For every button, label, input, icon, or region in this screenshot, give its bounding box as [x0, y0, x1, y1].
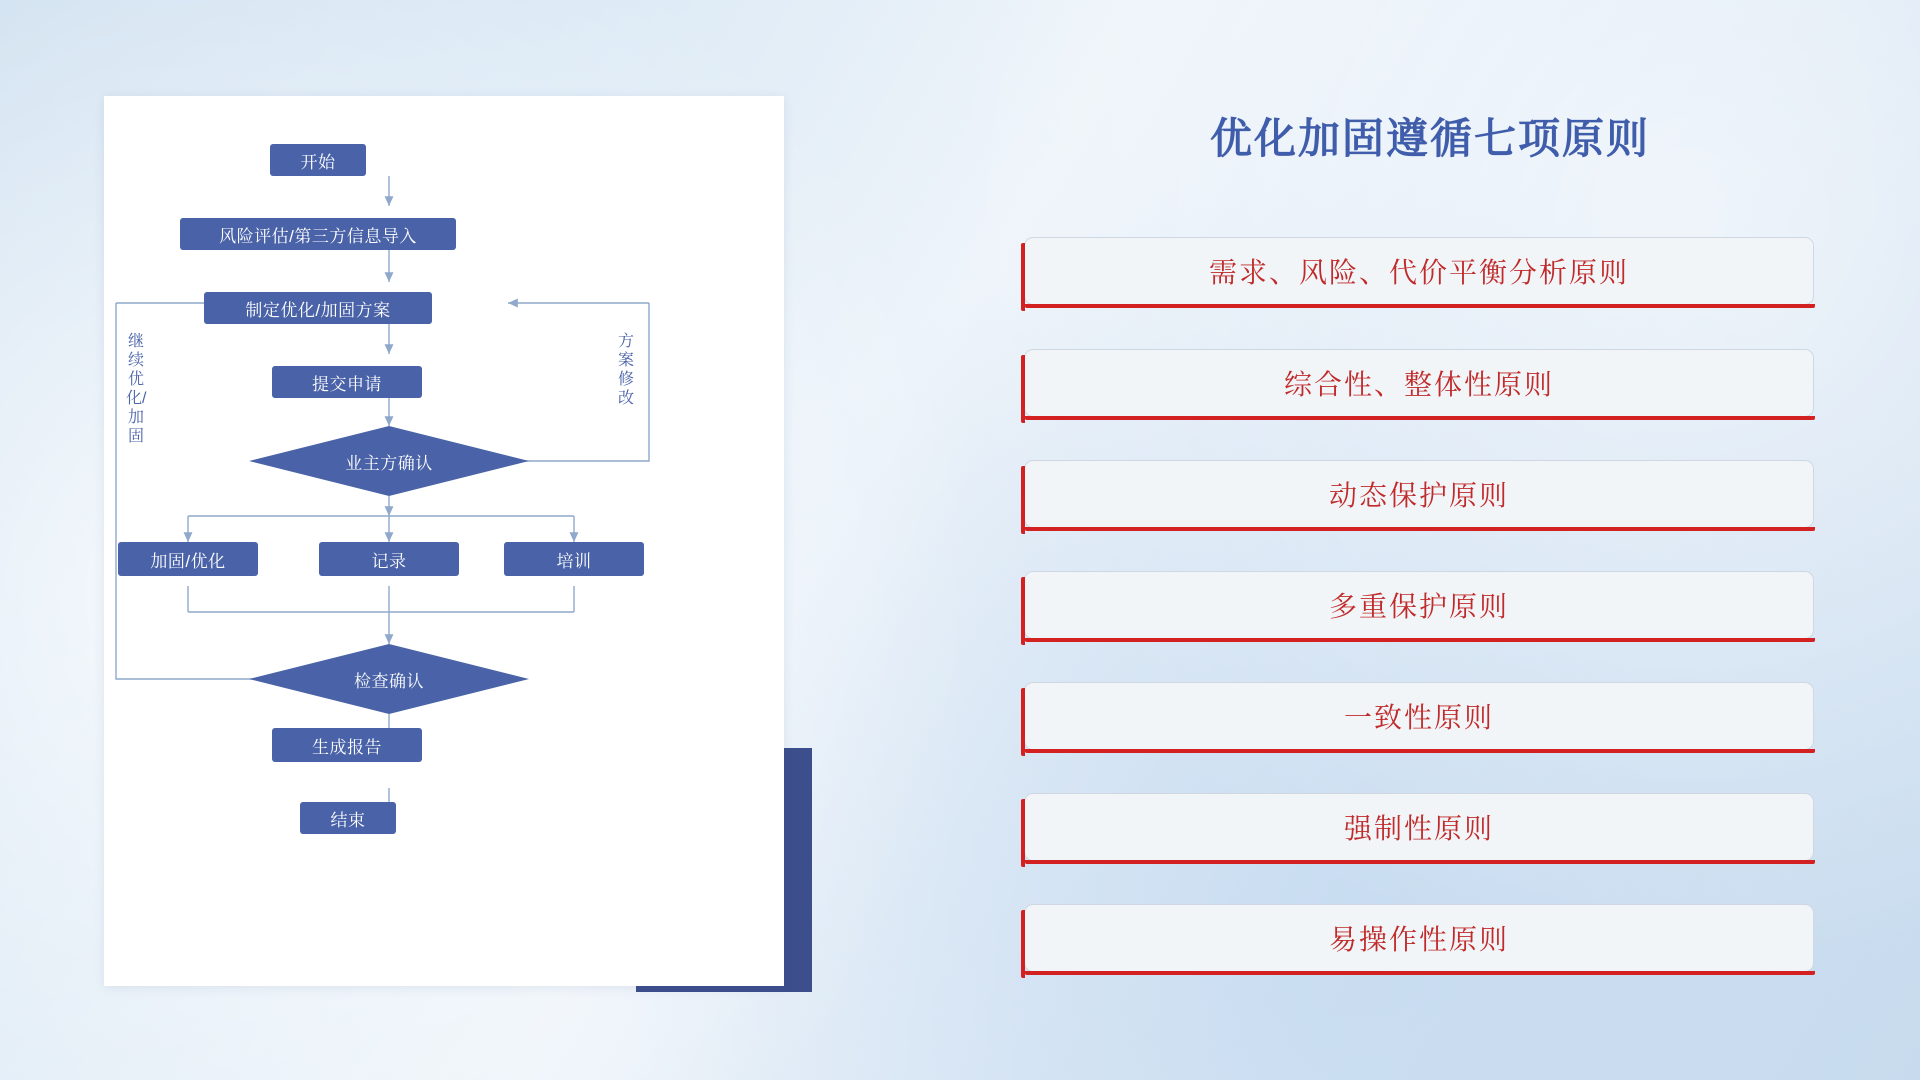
flow-edge-label-continue-optimize: 继续优化/加固 — [126, 333, 147, 445]
flow-edge-label-plan-revision: 方案修改 — [617, 333, 634, 407]
principle-item-1[interactable] — [1024, 237, 1814, 305]
principle-item-4[interactable] — [1024, 571, 1814, 639]
principle-label: 一致性原则 — [1343, 702, 1494, 733]
flow-node-end[interactable]: 结束 — [300, 802, 396, 834]
flow-node-training[interactable]: 培训 — [504, 542, 644, 576]
principle-item-3[interactable] — [1024, 460, 1814, 528]
flow-node-risk-assessment[interactable]: 风险评估/第三方信息导入 — [180, 218, 456, 250]
principle-item-5[interactable] — [1024, 682, 1814, 750]
principle-item-2[interactable] — [1024, 349, 1814, 417]
flow-node-submit-application[interactable]: 提交申请 — [272, 366, 422, 398]
page-title: 优化加固遵循七项原则 — [1209, 115, 1650, 162]
flow-node-record[interactable]: 记录 — [319, 542, 459, 576]
flow-node-start[interactable]: 开始 — [270, 144, 366, 176]
principle-label: 多重保护原则 — [1328, 591, 1509, 622]
principle-label: 需求、风险、代价平衡分析原则 — [1208, 257, 1629, 288]
flow-node-generate-report[interactable]: 生成报告 — [272, 728, 422, 762]
flow-node-check-confirm[interactable]: 检查确认 — [354, 671, 424, 691]
flowchart-card — [104, 96, 784, 986]
flow-node-reinforce[interactable]: 加固/优化 — [118, 542, 258, 576]
flow-node-owner-confirm[interactable]: 业主方确认 — [345, 453, 433, 473]
principle-label: 综合性、整体性原则 — [1283, 369, 1554, 400]
principle-label: 动态保护原则 — [1328, 480, 1509, 511]
principle-label: 易操作性原则 — [1328, 924, 1509, 955]
principle-item-6[interactable] — [1024, 793, 1814, 861]
principle-label: 强制性原则 — [1343, 813, 1494, 844]
flow-node-plan[interactable]: 制定优化/加固方案 — [204, 292, 432, 324]
principle-item-7[interactable] — [1024, 904, 1814, 972]
